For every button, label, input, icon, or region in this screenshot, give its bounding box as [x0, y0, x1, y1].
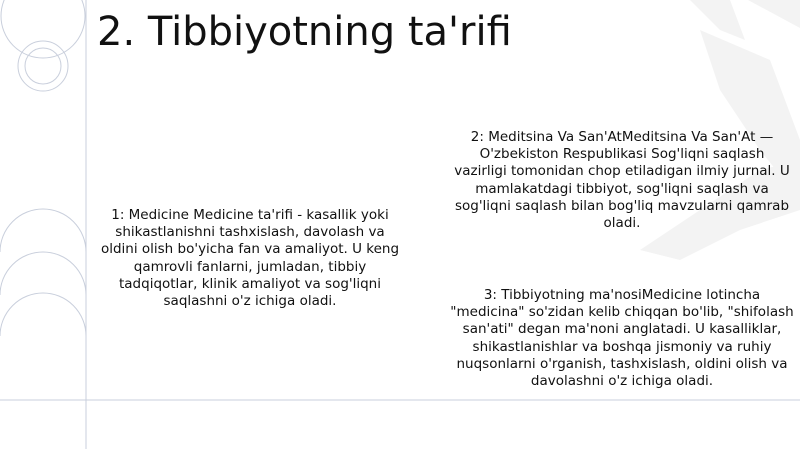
arch-lower	[0, 293, 86, 336]
circle-decoration-top	[1, 0, 85, 91]
paragraph-2: 2: Meditsina Va San'AtMeditsina Va San'At — O'zbekiston Respublikasi Sog'liqni saqlash vazirligi tomonidan chop etiladigan ilmiy jurnal. U mamlakatdagi tibbiyot, sog'liqni saqlash va sog'liqni saqlash bilan bog'liq mavzularni qamrab oladi.	[454, 129, 790, 232]
paragraph-3: 3: Tibbiyotning ma'nosiMedicine lotincha "medicina" so'zidan kelib chiqqan bo'lib, "shifolash san'ati" degan ma'noni anglatadi. U kasalliklar, shikastlanishlar va boshqa jismoniy va ruhiy nuqsonlarni o'rganish, tashxislash, oldini olish va davolashni o'z ichiga oladi.	[450, 287, 794, 390]
circle-small	[25, 48, 61, 84]
paragraph-1: 1: Medicine Medicine ta'rifi - kasallik yoki shikastlanishni tashxislash, davolash va oldini olish bo'yicha fan va amaliyot. U keng qamrovli fanlarni, jumladan, tibbiy tadqiqotlar, klinik amaliyot va sog'liqni saqlashni o'z ichiga oladi.	[100, 207, 400, 310]
arch-decoration-left	[0, 209, 86, 449]
circle-large	[1, 0, 85, 58]
slide-title: 2. Tibbiyotning ta'rifi	[97, 9, 512, 55]
arch-upper	[0, 209, 86, 252]
arch-outer	[0, 252, 86, 449]
